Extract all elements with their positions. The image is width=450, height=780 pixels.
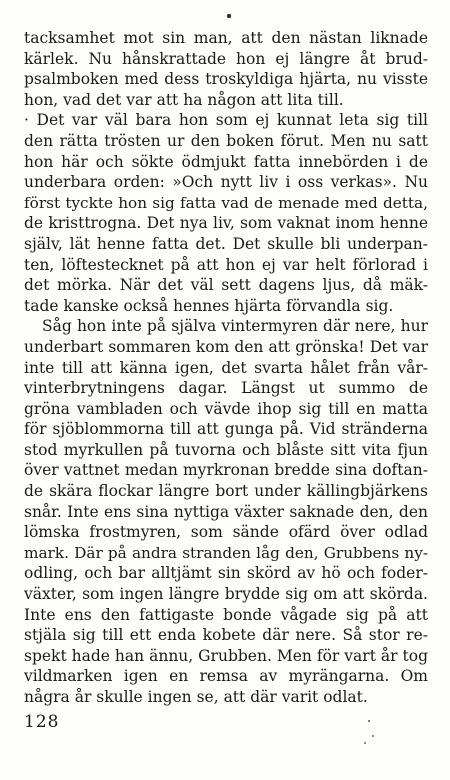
text-line: spekt hade han ännu, Grubben. Men för vart år tog <box>24 646 428 665</box>
text-line: den rätta trösten ur den boken förut. Men nu satt <box>24 131 428 150</box>
text-line: hon, vad det var att ha någon att lita till. <box>24 90 344 109</box>
text-line: stod myrkullen på tuvorna och blåste sitt vita fjun <box>24 440 428 459</box>
text-line: först tyckte hon sig fatta vad de menade med detta, <box>24 193 428 212</box>
text-line: Inte ens den fattigaste bonde vågade sig på att <box>24 605 428 624</box>
text-line: själv, lät henne fatta det. Det skulle bli underpan- <box>24 234 428 253</box>
text-line: Såg hon inte på själva vintermyren där nere, hur <box>42 317 428 336</box>
text-line: mark. Där på andra stranden låg den, Grubbens ny- <box>24 543 428 562</box>
text-line: · Det var väl bara hon som ej kunnat leta sig till <box>24 111 428 130</box>
text-line: några år skulle ingen se, att där varit odlat. <box>24 688 368 706</box>
text-line: vinterbrytningens dagar. Längst ut summo de <box>24 379 428 398</box>
text-line: vildmarken igen en remsa av myrängarna. Om <box>24 667 428 686</box>
text-line: hon här och sökte ödmjukt fatta innebörden i de <box>24 152 428 171</box>
text-line: inte till att känna igen, det svarta hålet från vår- <box>24 358 428 377</box>
text-line: odling, och bar alltjämt sin skörd av hö och foder- <box>24 564 428 583</box>
text-line: lömska frostmyren, som sände ofärd över odlad <box>24 523 428 542</box>
text-line: kärlek. Nu hånskrattade hon ej längre åt brud- <box>24 49 428 68</box>
paragraph-1 <box>24 28 428 110</box>
text-line: de skära flockar längre bort under källingbjärkens <box>24 482 428 501</box>
print-speck <box>364 742 366 744</box>
text-line: stjäla sig till ett enda kobete där nere. Så stor re- <box>24 626 428 645</box>
text-line: snår. Inte ens sina nyttiga växter saknade den, den <box>24 502 428 521</box>
text-line: de kristtrogna. Det nya liv, som vaknat inom henne <box>24 214 428 233</box>
text-line: tacksamhet mot sin man, att den nästan liknade <box>24 29 428 47</box>
text-line: över vattnet medan myrkronan bredde sina doftan- <box>24 461 428 480</box>
text-line: ten, löftestecknet på att hon ej var helt förlorad i <box>24 255 428 274</box>
text-line: psalmboken med dess troskyldiga hjärta, nu visste <box>24 70 428 89</box>
text-line: gröna vambladen och vävde ihop sig till en matta <box>24 399 428 418</box>
page-mark <box>227 14 231 18</box>
text-line: tade kanske också hennes hjärta förvandla sig. <box>24 296 394 315</box>
body-text <box>24 28 428 708</box>
print-speck <box>368 720 370 722</box>
print-speck <box>372 735 374 737</box>
text-line: för sjöblommorna till att gunga på. Vid stränderna <box>24 420 428 439</box>
paragraph-2 <box>24 110 428 316</box>
paragraph-3 <box>24 316 428 707</box>
page-number: 128 <box>24 712 60 732</box>
text-line: underbara orden: »Och nytt liv i oss verkas». Nu <box>24 173 428 192</box>
text-line: växter, som ingen längre brydde sig om att skörda. <box>24 585 428 604</box>
text-line: det mörka. När det väl sett dagens ljus, då mäk- <box>24 276 428 295</box>
text-line: underbart sommaren kom den att grönska! Det var <box>24 337 428 356</box>
